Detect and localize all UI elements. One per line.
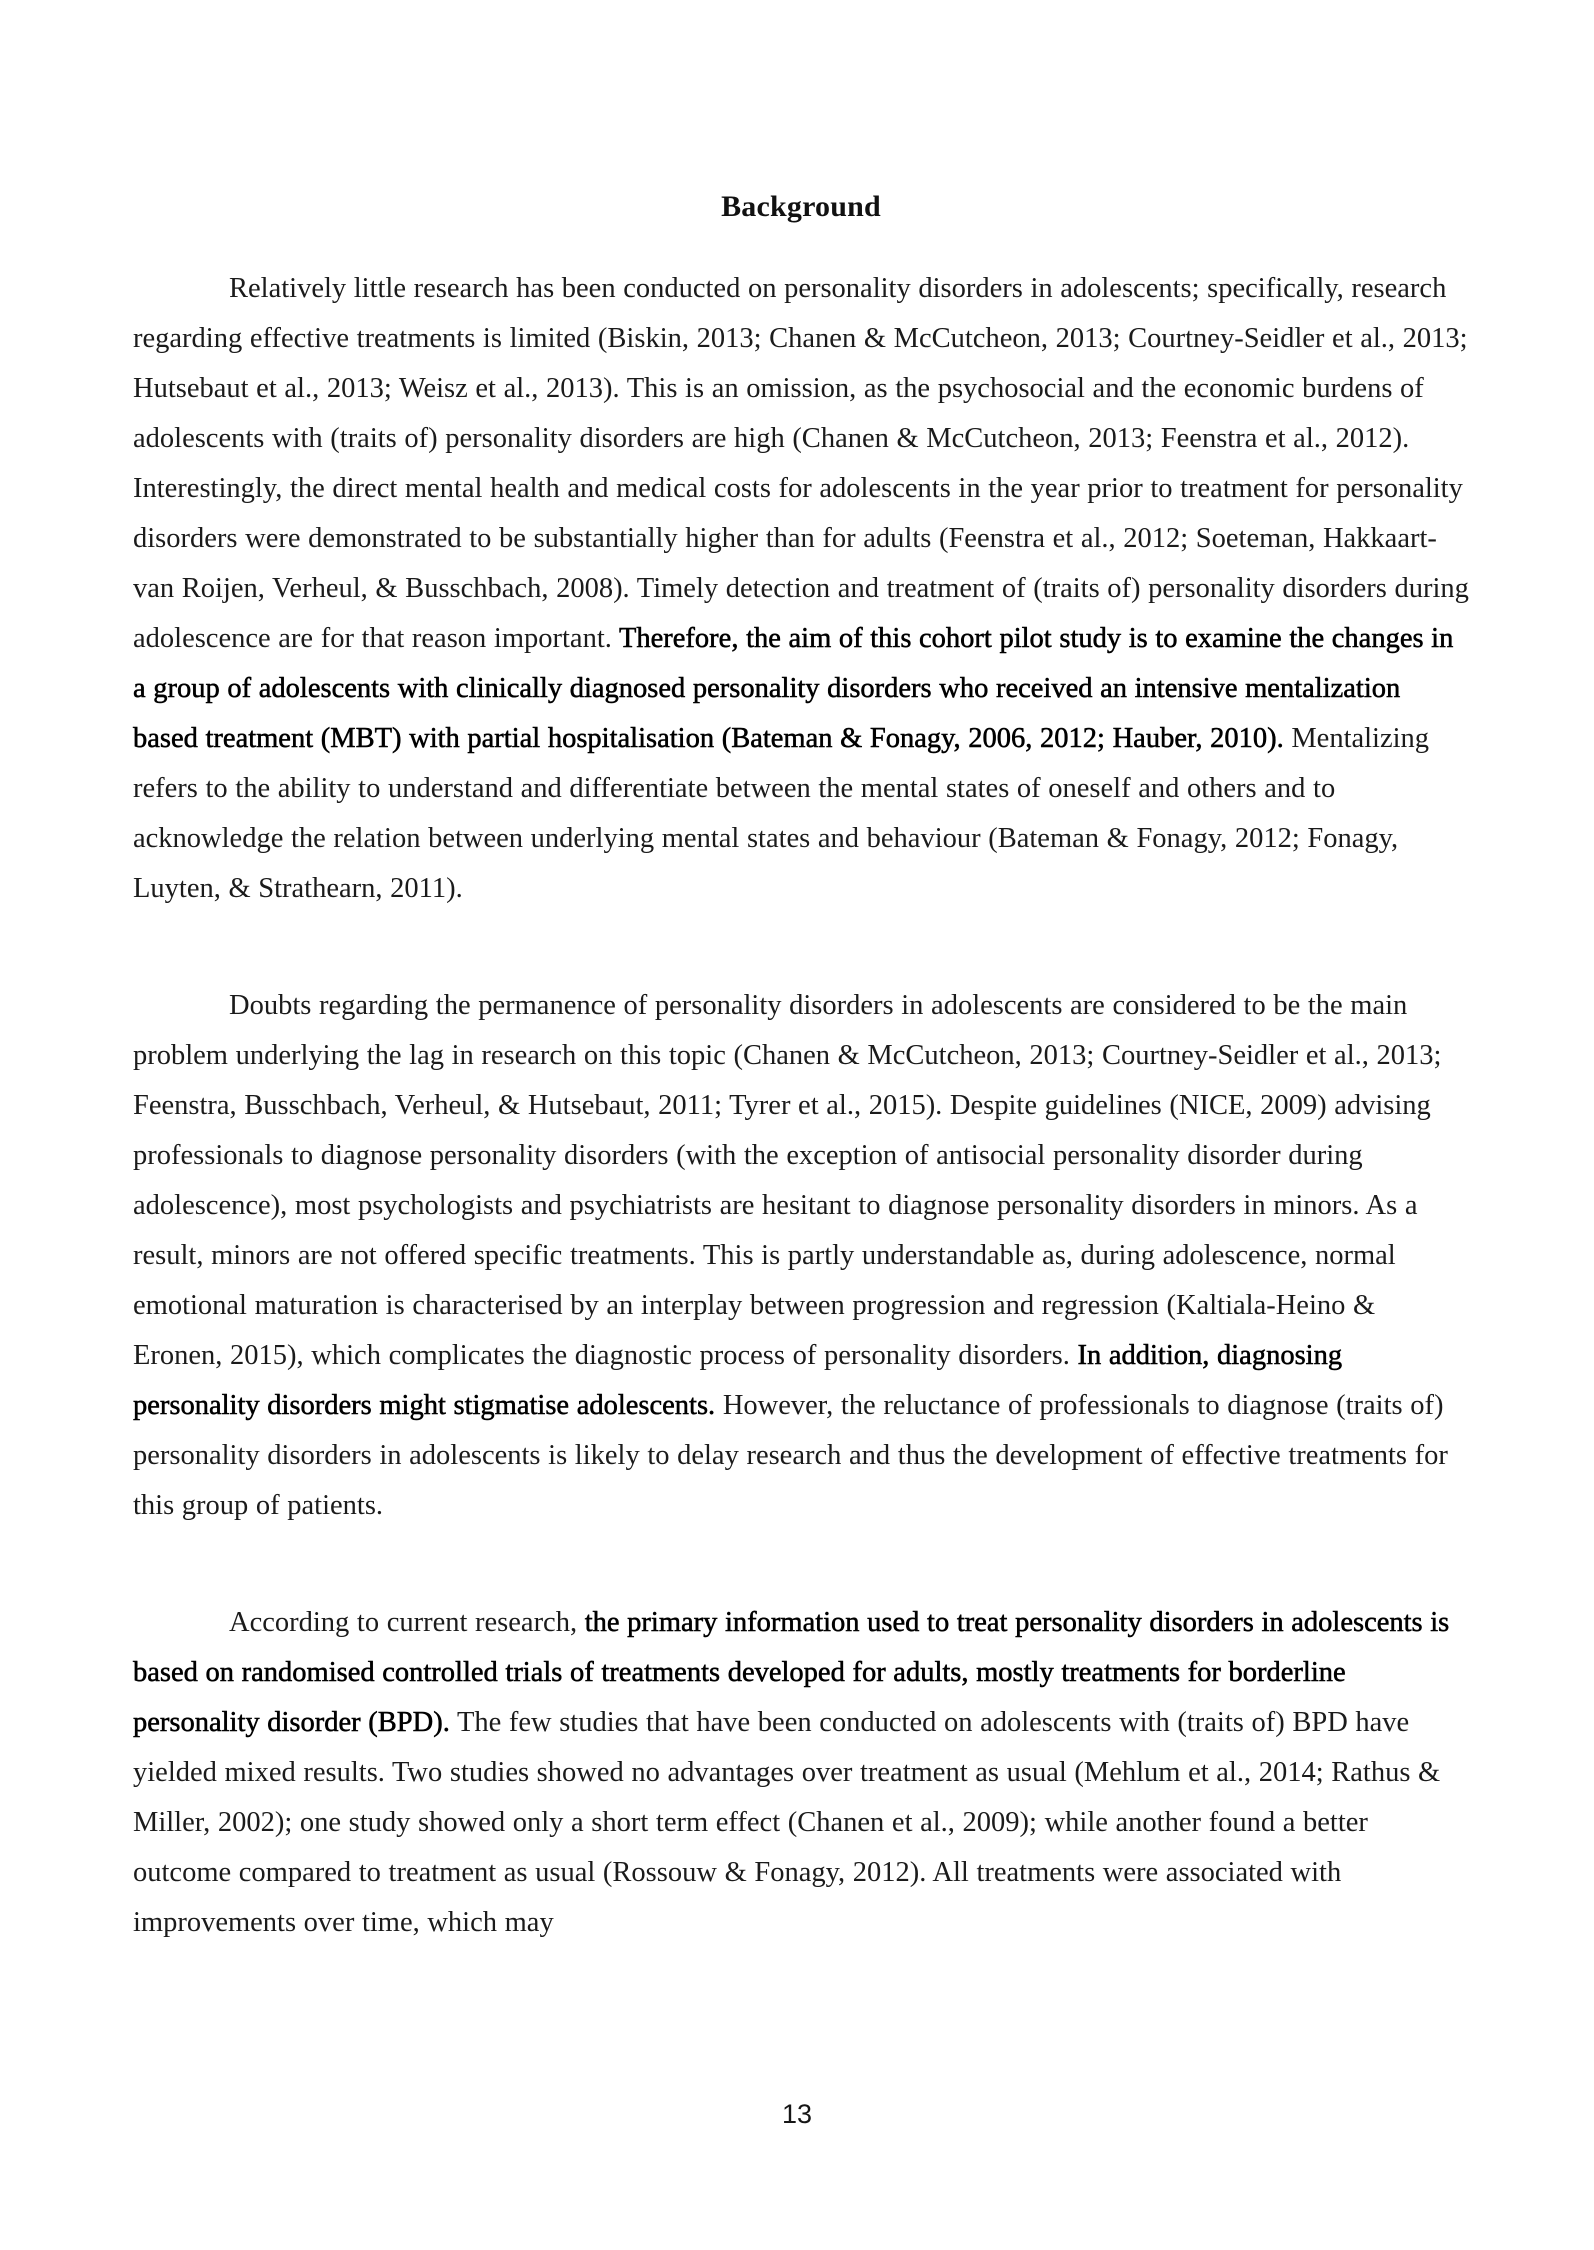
text-segment: Relatively little research has been conducted on personality disorders in adolescents; specifically, research regarding effective treatments is limited (Biskin, 2013; Chanen & McCutcheon, 2013; Courtney-Seidler et al., 2013; Hutsebaut et al., 2013; Weisz et al., 2013). This is an omission, as the psychosocial and the economic burdens of adolescents with (traits of) personality disorders are high (Chanen & McCutcheon, 2013; Feenstra et al., 2012). Interestingly, the direct mental health and medical costs for adolescents in the year prior to treatment for personality disorders were demonstrated to be substantially higher than for adults (Feenstra et al., 2012; Soeteman, Hakkaart-van Roijen, Verheul, & Busschbach, 2008). Timely detection and treatment of (traits of) personality disorders during adolescence are for that reason important. — [133, 273, 1469, 654]
text-segment: According to current research, — [229, 1607, 585, 1638]
paragraph — [133, 1598, 1469, 1948]
section-heading: Background — [721, 190, 881, 223]
page-content — [133, 186, 1469, 1948]
text-segment: The few studies that have been conducted on adolescents with (traits of) BPD have yielded mixed results. Two studies showed no advantages over treatment as usual (Mehlum et al., 2014; Rathus & Miller, 2002); one study showed only a short term effect (Chanen et al., 2009); while another found a better outcome compared to treatment as usual (Rossouw & Fonagy, 2012). All treatments were associated with improvements over time, which may — [133, 1707, 1441, 1938]
text-segment: Doubts regarding the permanence of personality disorders in adolescents are considered to be the main problem underlying the lag in research on this topic (Chanen & McCutcheon, 2013; Courtney-Seidler et al., 2013; Feenstra, Busschbach, Verheul, & Hutsebaut, 2011; Tyrer et al., 2015). Despite guidelines (NICE, 2009) advising professionals to diagnose personality disorders (with the exception of antisocial personality disorder during adolescence), most psychologists and psychiatrists are hesitant to diagnose personality disorders in minors. As a result, minors are not offered specific treatments. This is partly understandable as, during adolescence, normal emotional maturation is characterised by an interplay between progression and regression (Kaltiala-Heino & Eronen, 2015), which complicates the diagnostic process of personality disorders. — [133, 990, 1442, 1371]
text-segment: Mentalizing refers to the ability to understand and differentiate between the mental states of oneself and others and to acknowledge the relation between underlying mental states and behaviour (Bateman & Fonagy, 2012; Fonagy, Luyten, & Strathearn, 2011). — [133, 723, 1430, 904]
body-text — [133, 264, 1469, 1948]
text-segment-emphasis: In addition, diagnosing personality disorders might stigmatise adolescents. — [133, 1340, 1343, 1421]
text-segment: However, the reluctance of professionals to diagnose (traits of) personality disorders in adolescents is likely to delay research and thus the development of effective treatments for this group of patients. — [133, 1390, 1448, 1521]
text-segment-emphasis: the primary information used to treat personality disorders in adolescents is based on randomised controlled trials of treatments developed for adults, mostly treatments for borderline personality disorder (BPD). — [133, 1607, 1450, 1738]
paragraph — [133, 264, 1469, 914]
paragraph — [133, 981, 1469, 1531]
page-number: 13 — [781, 2099, 813, 2129]
text-segment-emphasis: Therefore, the aim of this cohort pilot study is to examine the changes in a group of adolescents with clinically diagnosed personality disorders who received an intensive mentalization based treatment (MBT) with partial hospitalisation (Bateman & Fonagy, 2006, 2012; Hauber, 2010). — [133, 623, 1454, 754]
